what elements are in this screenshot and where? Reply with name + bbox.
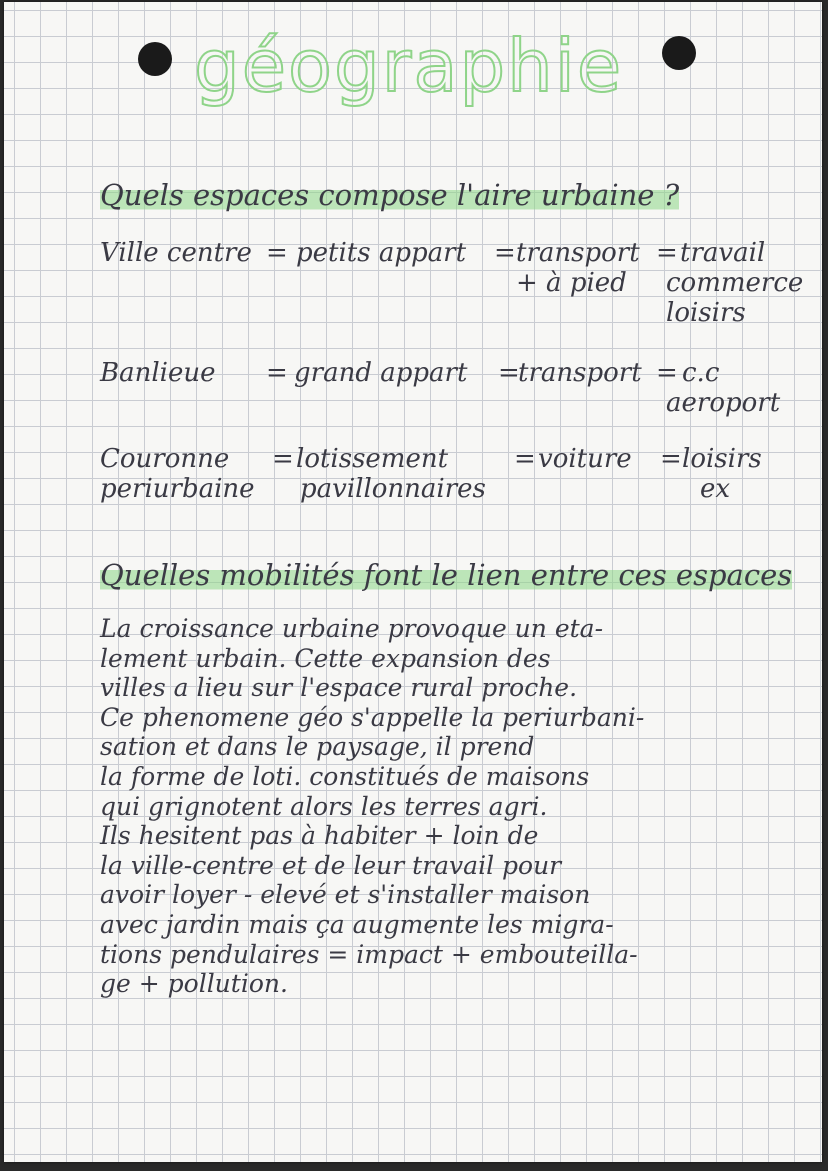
row-equals: = (494, 238, 516, 268)
paragraph-line: la ville-centre et de leur travail pour (100, 850, 562, 880)
row-equals: = (656, 358, 678, 388)
row-couronne-name2: periurbaine (100, 474, 255, 504)
row-equals: = (272, 444, 294, 474)
row-ville-centre-activity-1: travail (680, 238, 766, 268)
page-title: géographie (194, 24, 624, 108)
row-equals: = (266, 358, 288, 388)
row-equals: = (660, 444, 682, 474)
row-ville-centre-transport2: + à pied (516, 268, 627, 298)
paragraph-line: la forme de loti. constitués de maisons (100, 761, 590, 791)
paragraph-line: Ce phenomene géo s'appelle la periurbani- (100, 702, 645, 732)
paragraph-line: La croissance urbaine provoque un eta- (100, 614, 604, 643)
row-banlieue-housing: grand appart (294, 358, 468, 388)
row-equals: = (514, 444, 536, 474)
paragraph-line: avoir loyer - elevé et s'installer maison (100, 880, 591, 910)
section2-heading (100, 558, 792, 592)
punch-hole-right (662, 36, 696, 70)
paragraph-line: lement urbain. Cette expansion des (100, 643, 551, 673)
row-banlieue-transport: transport (518, 358, 642, 388)
row-ville-centre-name: Ville centre (100, 238, 252, 268)
notebook-page (4, 2, 822, 1162)
row-banlieue-name: Banlieue (100, 358, 216, 388)
row-ville-centre-activity-3: loisirs (666, 298, 746, 328)
row-banlieue-activity-1: c.c (682, 358, 720, 388)
section2-paragraph (100, 614, 790, 999)
row-ville-centre-transport: transport (516, 238, 640, 268)
paragraph-line: villes a lieu sur l'espace rural proche. (100, 673, 578, 703)
paragraph-line: qui grignotent alors les terres agri. (100, 791, 548, 821)
row-couronne-transport: voiture (538, 444, 632, 474)
section1-heading (100, 178, 679, 212)
paragraph-line: Ils hesitent pas à habiter + loin de (100, 821, 539, 851)
row-couronne-housing: lotissement (296, 444, 449, 474)
row-equals: = (498, 358, 520, 388)
row-ville-centre-activity-2: commerce (666, 268, 804, 298)
row-couronne-activity-1: loisirs (682, 444, 762, 474)
section1-heading-text: Quels espaces compose l'aire urbaine ? (100, 178, 680, 212)
paragraph-line: sation et dans le paysage, il prend (100, 732, 535, 762)
row-couronne-name: Couronne (100, 444, 230, 474)
row-ville-centre-housing: petits appart (296, 238, 467, 268)
paragraph-line: ge + pollution. (100, 969, 288, 999)
row-couronne-activity-2: ex (700, 474, 731, 504)
section2-heading-text: Quelles mobilités font le lien entre ces espaces (100, 558, 793, 592)
punch-hole-left (138, 42, 172, 76)
paragraph-line: avec jardin mais ça augmente les migra- (100, 909, 614, 939)
paragraph-line: tions pendulaires = impact + embouteilla- (100, 939, 638, 969)
row-couronne-housing2: pavillonnaires (300, 474, 486, 504)
row-equals: = (656, 238, 678, 268)
row-equals: = (266, 238, 288, 268)
row-banlieue-activity-2: aeroport (666, 388, 781, 418)
